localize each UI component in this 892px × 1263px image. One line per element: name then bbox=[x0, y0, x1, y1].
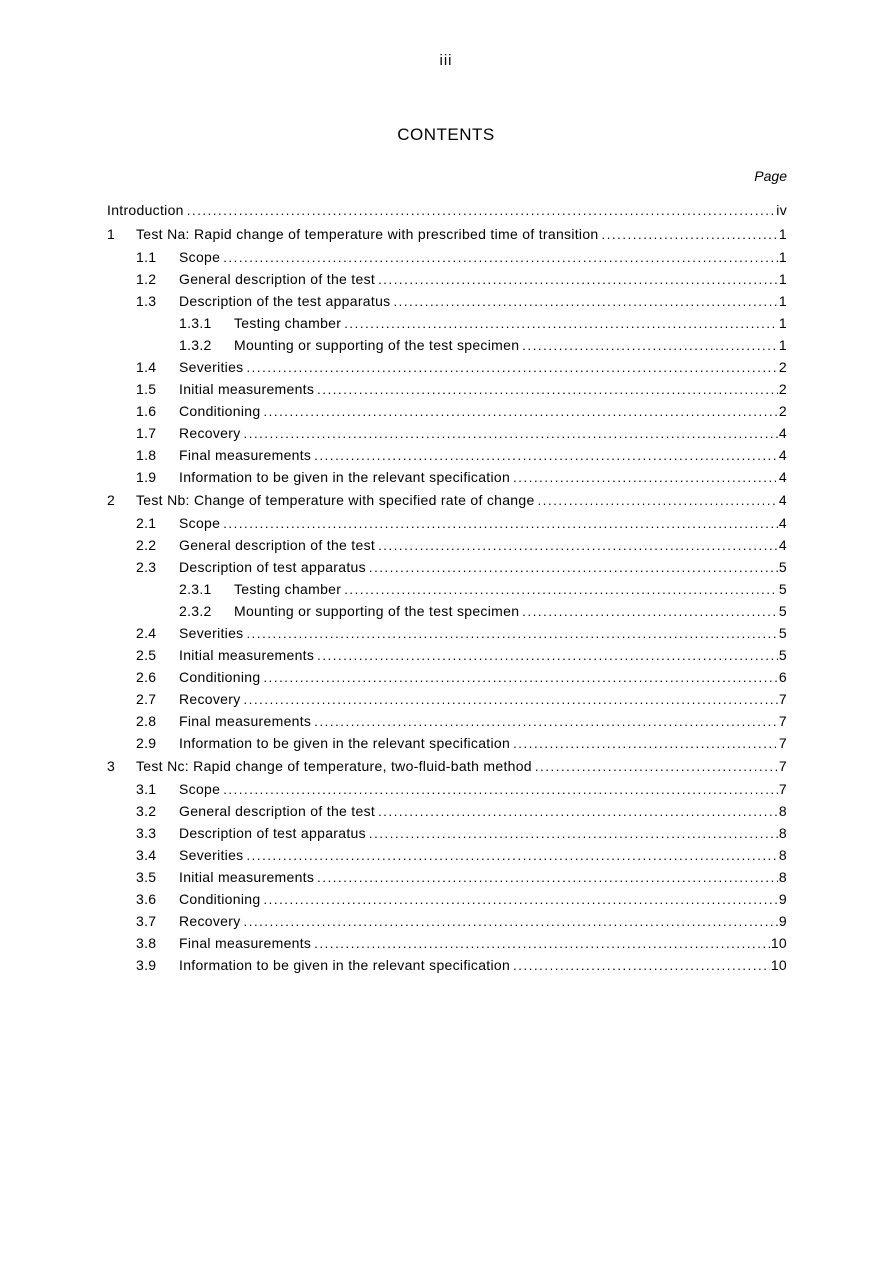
toc-entry-page: 5 bbox=[778, 559, 787, 575]
toc-entry-number: 1 bbox=[107, 226, 116, 242]
toc-entry-number: 1.1 bbox=[136, 249, 157, 265]
contents-title: CONTENTS bbox=[397, 125, 495, 144]
dot-leader bbox=[223, 247, 778, 269]
dot-leader bbox=[223, 779, 778, 801]
dot-leader bbox=[317, 379, 778, 401]
toc-entry-title: Introduction bbox=[107, 202, 184, 218]
dot-leader bbox=[393, 291, 777, 313]
toc-entry-page: 8 bbox=[778, 803, 787, 819]
toc-entry-page: 7 bbox=[778, 713, 787, 729]
toc-entry-title: Test Na: Rapid change of temperature with prescribed time of transition bbox=[136, 226, 599, 242]
toc-entry[interactable] bbox=[107, 356, 787, 378]
dot-leader bbox=[244, 689, 778, 711]
toc-entry-number: 3.8 bbox=[136, 935, 157, 951]
dot-leader bbox=[187, 199, 776, 223]
toc-entry[interactable] bbox=[107, 578, 787, 600]
toc-entry-title: Conditioning bbox=[179, 891, 261, 907]
dot-leader bbox=[246, 623, 777, 645]
toc-entry-title: Severities bbox=[179, 625, 244, 641]
toc-entry[interactable] bbox=[107, 222, 787, 246]
toc-entry[interactable] bbox=[107, 556, 787, 578]
toc-entry-title: Final measurements bbox=[179, 447, 312, 463]
toc-entry-title: Information to be given in the relevant specification bbox=[179, 735, 511, 751]
toc-entry-number: 1.9 bbox=[136, 469, 157, 485]
toc-entry-page: 7 bbox=[778, 735, 787, 751]
toc-entry[interactable] bbox=[107, 422, 787, 444]
dot-leader bbox=[246, 357, 777, 379]
toc-entry-title: Recovery bbox=[179, 691, 241, 707]
toc-entry-title: Final measurements bbox=[179, 935, 312, 951]
toc-entry-title: Recovery bbox=[179, 425, 241, 441]
dot-leader bbox=[513, 955, 770, 977]
toc-entry-number: 3.5 bbox=[136, 869, 157, 885]
toc-entry[interactable] bbox=[107, 822, 787, 844]
toc-entry[interactable] bbox=[107, 444, 787, 466]
toc-entry-title: Test Nc: Rapid change of temperature, two-fluid-bath method bbox=[136, 758, 532, 774]
dot-leader bbox=[378, 801, 778, 823]
toc-entry-page: 1 bbox=[778, 315, 787, 331]
toc-entry-number: 1.5 bbox=[136, 381, 157, 397]
toc-entry[interactable] bbox=[107, 688, 787, 710]
toc-entry-title: Initial measurements bbox=[179, 869, 315, 885]
toc-entry-page: 9 bbox=[778, 891, 787, 907]
toc-entry[interactable] bbox=[107, 466, 787, 488]
dot-leader bbox=[244, 911, 778, 933]
toc-entry[interactable] bbox=[107, 888, 787, 910]
toc-entry-title: Mounting or supporting of the test specimen bbox=[234, 603, 520, 619]
dot-leader bbox=[263, 401, 777, 423]
toc-entry-number: 2.5 bbox=[136, 647, 157, 663]
toc-entry[interactable] bbox=[107, 844, 787, 866]
toc-entry[interactable] bbox=[107, 312, 787, 334]
dot-leader bbox=[369, 823, 778, 845]
page-column-label: Page bbox=[754, 168, 787, 184]
dot-leader bbox=[263, 889, 777, 911]
toc-entry-number: 1.4 bbox=[136, 359, 157, 375]
toc-entry-title: Testing chamber bbox=[234, 315, 342, 331]
toc-entry-page: 10 bbox=[770, 935, 787, 951]
toc-entry-number: 2.7 bbox=[136, 691, 157, 707]
toc-entry-page: 4 bbox=[778, 492, 787, 508]
toc-entry-title: Information to be given in the relevant specification bbox=[179, 957, 511, 973]
toc-entry[interactable] bbox=[107, 334, 787, 356]
dot-leader bbox=[378, 535, 778, 557]
toc-entry-title: Scope bbox=[179, 249, 221, 265]
toc-entry-number: 3.9 bbox=[136, 957, 157, 973]
toc-entry-title: General description of the test bbox=[179, 803, 376, 819]
dot-leader bbox=[513, 733, 778, 755]
toc-entry[interactable] bbox=[107, 488, 787, 512]
toc-entry-title: Final measurements bbox=[179, 713, 312, 729]
toc-entry-page: 4 bbox=[778, 425, 787, 441]
toc-entry-page: 2 bbox=[778, 403, 787, 419]
toc-entry[interactable] bbox=[107, 622, 787, 644]
toc-entry-page: 4 bbox=[778, 469, 787, 485]
dot-leader bbox=[317, 645, 778, 667]
toc-entry-page: 4 bbox=[778, 515, 787, 531]
toc-entry-number: 2.1 bbox=[136, 515, 157, 531]
dot-leader bbox=[538, 489, 778, 513]
toc-entry[interactable] bbox=[107, 778, 787, 800]
toc-entry-page: 8 bbox=[778, 869, 787, 885]
toc-entry-title: Recovery bbox=[179, 913, 241, 929]
toc-entry[interactable] bbox=[107, 866, 787, 888]
toc-entry-number: 3 bbox=[107, 758, 116, 774]
toc-entry-number: 3.7 bbox=[136, 913, 157, 929]
toc-entry-number: 1.2 bbox=[136, 271, 157, 287]
toc-entry-number: 2.3 bbox=[136, 559, 157, 575]
toc-entry-number: 3.3 bbox=[136, 825, 157, 841]
toc-entry-page: 8 bbox=[778, 825, 787, 841]
dot-leader bbox=[344, 313, 778, 335]
toc-entry-number: 1.8 bbox=[136, 447, 157, 463]
toc-entry-number: 2.9 bbox=[136, 735, 157, 751]
toc-entry-number: 1.3 bbox=[136, 293, 157, 309]
toc-entry-page: 9 bbox=[778, 913, 787, 929]
toc-entry-title: Test Nb: Change of temperature with specified rate of change bbox=[136, 492, 535, 508]
toc-entry-page: 1 bbox=[778, 271, 787, 287]
dot-leader bbox=[244, 423, 778, 445]
dot-leader bbox=[223, 513, 778, 535]
toc-entry-page: 6 bbox=[778, 669, 787, 685]
toc-entry-title: Description of the test apparatus bbox=[179, 293, 391, 309]
toc-entry-page: 7 bbox=[778, 781, 787, 797]
toc-entry[interactable] bbox=[107, 268, 787, 290]
toc-entry-number: 3.6 bbox=[136, 891, 157, 907]
toc-entry-number: 1.6 bbox=[136, 403, 157, 419]
toc-entry-page: 7 bbox=[778, 758, 787, 774]
toc-entry[interactable] bbox=[107, 246, 787, 268]
dot-leader bbox=[263, 667, 777, 689]
dot-leader bbox=[317, 867, 778, 889]
toc-entry-page: 2 bbox=[778, 381, 787, 397]
dot-leader bbox=[314, 933, 770, 955]
toc-entry-page: 1 bbox=[778, 293, 787, 309]
toc-entry-title: Description of test apparatus bbox=[179, 559, 366, 575]
toc-entry-number: 3.4 bbox=[136, 847, 157, 863]
toc-entry-number: 1.7 bbox=[136, 425, 157, 441]
toc-entry[interactable] bbox=[107, 910, 787, 932]
toc-entry-title: Initial measurements bbox=[179, 381, 315, 397]
toc-entry[interactable] bbox=[107, 754, 787, 778]
toc-entry-page: 10 bbox=[770, 957, 787, 973]
toc-entry-page: 5 bbox=[778, 581, 787, 597]
toc-entry-page: 5 bbox=[778, 625, 787, 641]
toc-entry-page: 4 bbox=[778, 537, 787, 553]
toc-entry-number: 2.3.2 bbox=[179, 603, 212, 619]
toc-entry-page: iv bbox=[776, 202, 787, 218]
toc-entry-page: 4 bbox=[778, 447, 787, 463]
toc-entry-title: Mounting or supporting of the test specimen bbox=[234, 337, 520, 353]
dot-leader bbox=[344, 579, 778, 601]
toc-entry[interactable] bbox=[107, 932, 787, 954]
dot-leader bbox=[522, 335, 778, 357]
toc-entry-number: 3.1 bbox=[136, 781, 157, 797]
toc-entry-number: 1.3.1 bbox=[179, 315, 212, 331]
dot-leader bbox=[535, 755, 778, 779]
toc-entry-page: 2 bbox=[778, 359, 787, 375]
toc-entry-title: Description of test apparatus bbox=[179, 825, 366, 841]
toc-entry[interactable] bbox=[107, 954, 787, 976]
toc-entry-title: General description of the test bbox=[179, 537, 376, 553]
toc-entry-number: 2.3.1 bbox=[179, 581, 212, 597]
dot-leader bbox=[314, 445, 778, 467]
toc-entry-page: 5 bbox=[778, 647, 787, 663]
dot-leader bbox=[522, 601, 778, 623]
toc-entry-title: Initial measurements bbox=[179, 647, 315, 663]
dot-leader bbox=[513, 467, 778, 489]
toc-entry[interactable] bbox=[107, 710, 787, 732]
toc-entry-number: 2 bbox=[107, 492, 116, 508]
toc-entry[interactable] bbox=[107, 732, 787, 754]
toc-entry-number: 3.2 bbox=[136, 803, 157, 819]
dot-leader bbox=[378, 269, 778, 291]
toc-entry-page: 5 bbox=[778, 603, 787, 619]
toc-entry-title: General description of the test bbox=[179, 271, 376, 287]
toc-entry[interactable] bbox=[107, 400, 787, 422]
page-number: iii bbox=[439, 52, 453, 69]
toc-entry[interactable] bbox=[107, 600, 787, 622]
toc-entry[interactable] bbox=[107, 512, 787, 534]
toc-entry-page: 1 bbox=[778, 226, 787, 242]
toc-entry-number: 2.8 bbox=[136, 713, 157, 729]
toc-entry-title: Scope bbox=[179, 781, 221, 797]
toc-entry[interactable] bbox=[107, 534, 787, 556]
toc-entry-title: Testing chamber bbox=[234, 581, 342, 597]
toc-entry[interactable] bbox=[107, 666, 787, 688]
toc-entry-title: Scope bbox=[179, 515, 221, 531]
toc-entry[interactable] bbox=[107, 800, 787, 822]
toc-entry-number: 1.3.2 bbox=[179, 337, 212, 353]
toc-entry-title: Information to be given in the relevant specification bbox=[179, 469, 511, 485]
toc-entry-page: 8 bbox=[778, 847, 787, 863]
toc-entry[interactable] bbox=[107, 290, 787, 312]
dot-leader bbox=[602, 223, 778, 247]
toc-entry-title: Conditioning bbox=[179, 669, 261, 685]
toc-entry[interactable] bbox=[107, 644, 787, 666]
toc-entry-page: 1 bbox=[778, 337, 787, 353]
toc-entry-page: 1 bbox=[778, 249, 787, 265]
dot-leader bbox=[246, 845, 777, 867]
dot-leader bbox=[369, 557, 778, 579]
toc-entry-number: 2.2 bbox=[136, 537, 157, 553]
dot-leader bbox=[314, 711, 778, 733]
toc-entry-page: 7 bbox=[778, 691, 787, 707]
toc-entry-number: 2.6 bbox=[136, 669, 157, 685]
toc-entry-number: 2.4 bbox=[136, 625, 157, 641]
toc-entry-title: Severities bbox=[179, 847, 244, 863]
toc-entry[interactable] bbox=[107, 198, 787, 222]
toc-entry-title: Conditioning bbox=[179, 403, 261, 419]
table-of-contents bbox=[107, 198, 787, 976]
toc-entry[interactable] bbox=[107, 378, 787, 400]
toc-entry-title: Severities bbox=[179, 359, 244, 375]
